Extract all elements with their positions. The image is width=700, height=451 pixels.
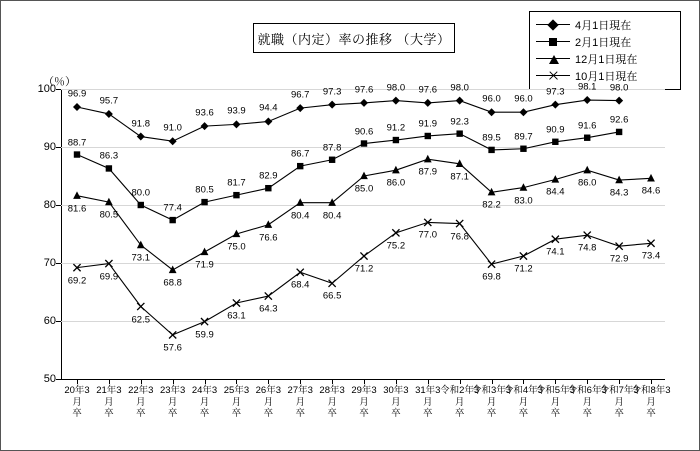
diamond-marker-icon xyxy=(583,96,591,104)
cross-marker-icon xyxy=(329,280,336,287)
y-tick-label: 80 xyxy=(43,199,56,211)
diamond-marker-icon xyxy=(456,97,464,105)
diamond-marker-icon xyxy=(328,101,336,109)
data-label: 66.5 xyxy=(322,290,342,302)
diamond-marker-icon xyxy=(536,18,570,32)
data-label: 75.0 xyxy=(227,241,246,253)
x-axis-label: 29年3 月 卒 xyxy=(351,385,377,419)
square-marker-icon xyxy=(616,129,622,135)
data-label: 84.6 xyxy=(641,185,661,197)
data-label: 84.3 xyxy=(609,187,629,199)
x-axis-label: 24年3 月 卒 xyxy=(191,385,218,419)
data-label: 96.0 xyxy=(482,93,501,105)
legend-item xyxy=(536,67,674,84)
legend-item xyxy=(536,50,674,67)
data-label: 91.9 xyxy=(418,118,438,130)
y-tick-label: 70 xyxy=(43,257,56,269)
legend-item xyxy=(536,33,674,50)
legend-label: 10月1日現在 xyxy=(575,70,638,83)
x-tick-mark xyxy=(651,379,652,384)
y-tick-label: 90 xyxy=(43,141,56,153)
square-marker-icon xyxy=(361,140,367,146)
data-label: 91.6 xyxy=(577,120,597,132)
triangle-marker-icon xyxy=(536,52,570,66)
x-tick-mark xyxy=(619,379,620,384)
x-tick-mark xyxy=(396,379,397,384)
x-axis-label: 31年3 月 卒 xyxy=(415,385,441,419)
data-label: 89.7 xyxy=(514,131,533,143)
diamond-marker-icon xyxy=(551,101,559,109)
square-marker-icon xyxy=(520,146,526,152)
x-axis-label: 25年3 月 卒 xyxy=(223,385,250,419)
x-axis-label: 30年3 月 卒 xyxy=(383,385,409,419)
chart-legend xyxy=(529,11,681,90)
triangle-marker-icon xyxy=(201,248,209,256)
triangle-marker-icon xyxy=(264,220,272,228)
x-axis-label: 令和6年3 月 卒 xyxy=(567,385,607,419)
data-label: 82.2 xyxy=(482,199,501,211)
x-tick-mark xyxy=(364,379,365,384)
x-tick-mark xyxy=(523,379,524,384)
y-tick-mark xyxy=(56,379,61,380)
data-label: 71.9 xyxy=(195,259,214,271)
triangle-marker-icon xyxy=(328,198,336,206)
data-label: 89.5 xyxy=(482,132,501,144)
diamond-marker-icon xyxy=(519,108,527,116)
diamond-marker-icon xyxy=(264,117,272,125)
data-label: 63.1 xyxy=(227,310,246,322)
triangle-marker-icon xyxy=(169,266,177,274)
data-label: 93.6 xyxy=(195,107,214,119)
x-axis-label: 令和5年3 月 卒 xyxy=(535,385,575,419)
square-marker-icon xyxy=(297,163,303,169)
triangle-marker-icon xyxy=(73,191,81,199)
data-label: 80.5 xyxy=(99,209,119,221)
legend-label: 4月1日現在 xyxy=(575,19,632,32)
diamond-marker-icon xyxy=(232,120,240,128)
data-label: 83.0 xyxy=(514,195,533,207)
data-label: 82.9 xyxy=(259,170,278,182)
data-label: 68.4 xyxy=(290,279,310,291)
diamond-marker-icon xyxy=(360,99,368,107)
triangle-marker-icon xyxy=(647,174,655,182)
data-label: 96.7 xyxy=(290,89,310,101)
cross-marker-icon xyxy=(392,229,399,236)
data-label: 97.6 xyxy=(418,84,438,96)
data-label: 80.4 xyxy=(290,210,310,222)
data-label: 86.3 xyxy=(99,150,119,162)
square-marker-icon xyxy=(265,185,271,191)
data-label: 97.3 xyxy=(322,86,342,98)
data-label: 75.2 xyxy=(386,240,406,252)
x-axis-label: 令和3年3 月 卒 xyxy=(472,385,512,419)
data-label: 90.6 xyxy=(354,126,374,138)
data-label: 74.1 xyxy=(546,246,565,258)
x-axis-label: 令和4年3 月 卒 xyxy=(503,385,543,419)
square-marker-icon xyxy=(201,199,207,205)
data-label: 94.4 xyxy=(259,102,278,114)
data-label: 80.0 xyxy=(131,187,151,199)
data-label: 77.4 xyxy=(163,202,182,214)
cross-marker-icon xyxy=(297,269,304,276)
x-tick-mark xyxy=(141,379,142,384)
data-label: 64.3 xyxy=(259,303,278,315)
diamond-marker-icon xyxy=(105,110,113,118)
x-axis-label: 27年3 月 卒 xyxy=(287,385,313,419)
square-marker-icon xyxy=(552,139,558,145)
square-marker-icon xyxy=(425,133,431,139)
diamond-marker-icon xyxy=(137,133,145,141)
x-axis-label: 26年3 月 卒 xyxy=(255,385,281,419)
data-label: 80.4 xyxy=(322,210,342,222)
x-axis xyxy=(61,379,665,380)
data-label: 57.6 xyxy=(163,342,182,354)
data-label: 88.7 xyxy=(67,137,87,149)
data-label: 80.5 xyxy=(195,184,214,196)
y-tick-label: 60 xyxy=(43,315,56,327)
x-tick-mark xyxy=(460,379,461,384)
data-label: 96.0 xyxy=(514,93,533,105)
x-axis-label: 22年3 月 卒 xyxy=(128,385,154,419)
data-label: 97.3 xyxy=(546,86,565,98)
data-label: 90.9 xyxy=(546,124,565,136)
x-axis-label: 令和7年3 月 卒 xyxy=(599,385,639,419)
square-marker-icon xyxy=(169,217,175,223)
x-axis-label: 21年3 月 卒 xyxy=(96,385,122,419)
data-label: 98.0 xyxy=(609,82,629,94)
diamond-marker-icon xyxy=(169,137,177,145)
data-label: 73.1 xyxy=(131,252,151,264)
data-label: 74.8 xyxy=(577,242,597,254)
data-label: 92.6 xyxy=(609,114,629,126)
x-axis-label: 23年3 月 卒 xyxy=(159,385,186,419)
data-label: 81.6 xyxy=(67,203,87,215)
data-label: 91.8 xyxy=(131,118,151,130)
cross-marker-icon xyxy=(137,303,144,310)
x-tick-mark xyxy=(492,379,493,384)
diamond-marker-icon xyxy=(296,104,304,112)
cross-marker-icon xyxy=(169,331,176,338)
x-tick-mark xyxy=(428,379,429,384)
data-label: 68.8 xyxy=(163,277,182,289)
chart-title-box xyxy=(253,23,455,53)
data-label: 87.1 xyxy=(450,171,469,183)
data-label: 69.8 xyxy=(482,271,501,283)
data-label: 98.0 xyxy=(386,82,406,94)
legend-label: 2月1日現在 xyxy=(575,36,632,49)
y-axis-unit: （％） xyxy=(43,76,76,88)
triangle-marker-icon xyxy=(296,198,304,206)
data-label: 85.0 xyxy=(354,183,374,195)
square-marker-icon xyxy=(233,192,239,198)
y-tick-label: 50 xyxy=(43,373,56,385)
data-label: 71.2 xyxy=(514,263,533,275)
x-axis-label: 28年3 月 卒 xyxy=(319,385,345,419)
data-label: 71.2 xyxy=(354,263,374,275)
y-tick-label: 100 xyxy=(37,83,56,95)
x-tick-mark xyxy=(587,379,588,384)
square-marker-icon xyxy=(584,135,590,141)
data-label: 87.9 xyxy=(418,166,438,178)
data-label: 87.8 xyxy=(322,142,342,154)
data-label: 76.8 xyxy=(450,231,469,243)
x-tick-mark xyxy=(205,379,206,384)
square-marker-icon xyxy=(456,130,462,136)
cross-marker-icon xyxy=(520,252,527,259)
data-label: 73.4 xyxy=(641,250,661,262)
x-tick-mark xyxy=(109,379,110,384)
data-label: 59.9 xyxy=(195,329,214,341)
series-line xyxy=(77,132,619,220)
cross-marker-icon xyxy=(536,69,570,83)
data-label: 95.7 xyxy=(99,95,119,107)
chart-title: 就職（内定）率の推移 （大学） xyxy=(257,31,451,47)
square-marker-icon xyxy=(393,137,399,143)
data-label: 98.0 xyxy=(450,82,469,94)
x-axis-label: 令和2年3 月 卒 xyxy=(440,385,480,419)
square-marker-icon xyxy=(74,151,80,157)
x-tick-mark xyxy=(77,379,78,384)
x-tick-mark xyxy=(332,379,333,384)
cross-marker-icon xyxy=(488,261,495,268)
data-label: 92.3 xyxy=(450,116,469,128)
cross-marker-icon xyxy=(201,318,208,325)
triangle-marker-icon xyxy=(583,166,591,174)
series-line xyxy=(77,100,619,144)
data-label: 72.9 xyxy=(609,253,629,265)
diamond-marker-icon xyxy=(392,97,400,105)
x-axis-label: 20年3 月 卒 xyxy=(64,385,90,419)
triangle-marker-icon xyxy=(424,155,432,163)
x-tick-mark xyxy=(300,379,301,384)
diamond-marker-icon xyxy=(73,103,81,111)
data-label: 93.9 xyxy=(227,105,246,117)
data-label: 69.2 xyxy=(67,275,87,287)
x-tick-mark xyxy=(236,379,237,384)
diamond-marker-icon xyxy=(201,122,209,130)
data-label: 62.5 xyxy=(131,314,151,325)
square-marker-icon xyxy=(488,147,494,153)
data-label: 77.0 xyxy=(418,229,438,241)
data-label: 86.0 xyxy=(386,177,406,189)
square-marker-icon xyxy=(536,35,570,49)
data-label: 86.7 xyxy=(290,148,310,160)
diamond-marker-icon xyxy=(424,99,432,107)
data-label: 98.1 xyxy=(577,81,597,93)
legend-label: 12月1日現在 xyxy=(575,53,638,66)
square-marker-icon xyxy=(138,202,144,208)
data-label: 81.7 xyxy=(227,177,246,189)
x-tick-mark xyxy=(555,379,556,384)
data-label: 84.4 xyxy=(546,186,565,198)
data-label: 91.2 xyxy=(386,122,406,134)
x-axis-label: 令和8年3 月 卒 xyxy=(631,385,671,419)
square-marker-icon xyxy=(329,157,335,163)
x-axis-labels xyxy=(61,385,671,445)
x-tick-mark xyxy=(173,379,174,384)
data-label: 97.6 xyxy=(354,84,374,96)
data-label: 76.6 xyxy=(259,232,278,244)
cross-marker-icon xyxy=(360,252,367,259)
plot-area xyxy=(37,81,665,385)
x-tick-mark xyxy=(268,379,269,384)
square-marker-icon xyxy=(106,165,112,171)
diamond-marker-icon xyxy=(488,108,496,116)
data-label: 91.0 xyxy=(163,122,182,134)
legend-item xyxy=(536,16,674,33)
data-label: 69.9 xyxy=(99,271,119,283)
data-label: 96.9 xyxy=(67,88,87,100)
data-label: 86.0 xyxy=(577,177,597,189)
diamond-marker-icon xyxy=(615,97,623,105)
